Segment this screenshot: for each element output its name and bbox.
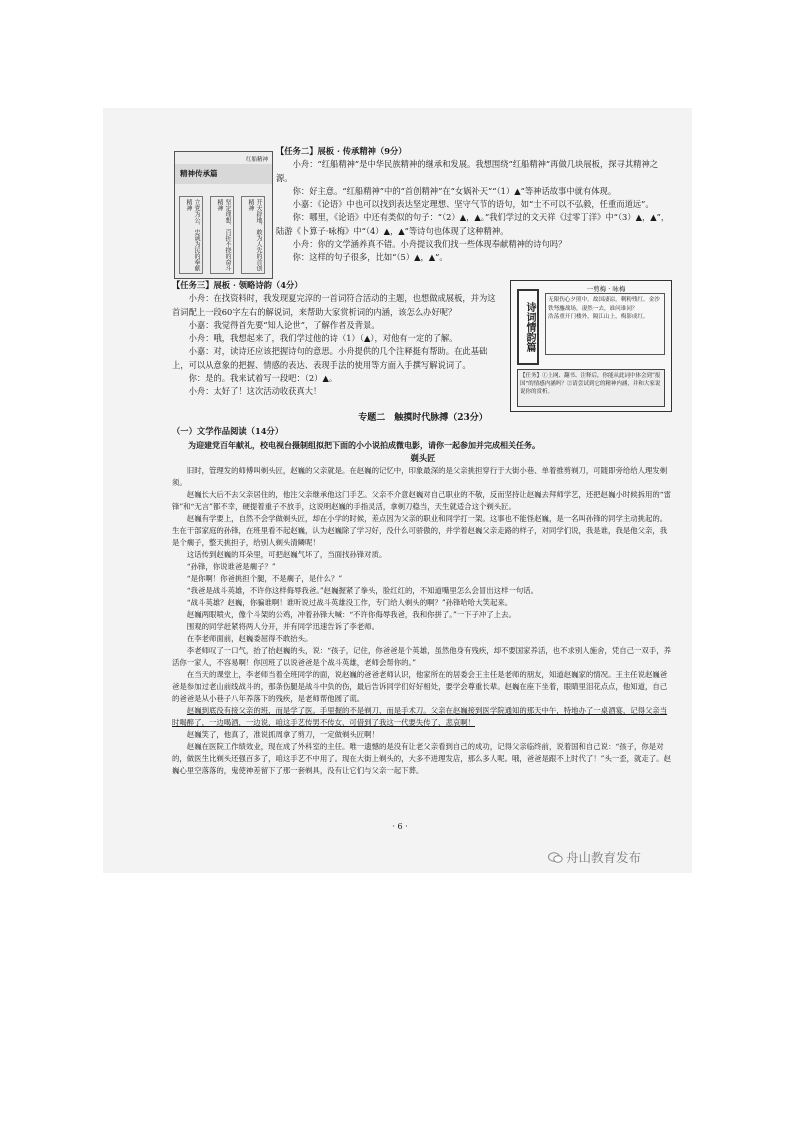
story-paragraph: “战斗英雄？赵巍，你骗谁啊！谁听说过战斗英雄没工作，专门给人剃头的啊？”孙锋哈哈大笑起来。	[186, 598, 513, 608]
story-paragraph: 围观的同学赶紧将两人分开，并有同学迅速告诉了李老师。	[186, 622, 379, 632]
story-paragraph: 赵巍长大后不去父亲居住的，他注父亲继承他这门手艺。父亲不介意赵巍对自己职业的不敬，反而坚持让赵巍去拜师学艺，还把赵巍小时候拆用的“雷锋”和“无言”都不幸，硬提着重子不放手，这说明赵巍的手指灵活，拿剃刀稳当，天生就适合这个剃头匠。	[172, 490, 671, 512]
task2-line: 小舟：你的文学涵养真不错。小舟提议我们找一些体现奉献精神的诗句吗？	[292, 239, 567, 250]
watermark	[548, 848, 641, 866]
story-body	[172, 465, 674, 777]
poem-task-note: 【任务】①上网、翻书、注释后，你能从此词中体会到“报国”的情感内涵吗？②请尝试到它的精神内涵，并和大家说说你的赏析。	[517, 369, 665, 407]
task3-line: 小舟：哦，我想起来了，我们学过他的诗（1）（▲），对他有一定的了解。	[188, 333, 458, 344]
panel-tag: 红船精神	[245, 157, 268, 163]
task3-line: 小舟：在找资料时，我发现夏完淳的一首词符合活动的主题，也想做成展板，并为这首词配上一段60字左右的解说词，来帮助大家赏析词的内涵，该怎么办好呢？	[172, 293, 496, 317]
poem-board-title: 诗词情韵篇	[517, 289, 539, 365]
panel-col-2: 坚定理想、百折不挠的奋斗精神	[210, 196, 234, 274]
story-title: 剃头匠	[410, 452, 436, 463]
story-paragraph: “是你啊！你爸挑担个腿，不是瘸子，是什么？”	[186, 574, 343, 584]
task3-title: 【任务三】展板 · 领略诗韵（4分）	[172, 280, 303, 290]
story-paragraph: 赵巍在医院工作绩效业，现在成了外科室的主任。唯一遗憾的是没有让老父亲看到自己的成功，记得父亲临终前，说着国和自己说：“孩子，你是对的，做医生比剃头还强百多了，咱这手艺不中用了。现在大街上剃头的，大多不进理发店，那么多人呢。哦，爸爸是跟不上时代了！”头一歪，就走了。赵巍心里空落落的，鬼使神差留下了那一套剃具，没有让它们与父亲一起下葬。	[172, 742, 671, 776]
section2-intro: 为迎建党百年献礼，校电视台摄制组拟把下面的小小说拍成微电影，请你一起参加并完成相关任务。	[188, 439, 540, 450]
task3-block	[172, 279, 502, 399]
exam-sheet	[124, 140, 676, 840]
story-paragraph: 旧时，管理发的师傅叫剃头匠，赵巍的父亲就是。在赵巍的记忆中，印象最深的是父亲挑担穿行于大街小巷、单着推剪剃刀，可随即旁给给人理发剃须。	[172, 466, 668, 488]
poem-title: 一剪梅 · 咏梅	[586, 285, 626, 293]
story-paragraph: 这话传到赵巍的耳朵里，可把赵巍气坏了，当面找孙锋对质。	[186, 550, 387, 560]
task2-line: 你：这样的句子很多，比如“（5）▲，▲”。	[292, 252, 448, 263]
section2-block	[172, 412, 674, 777]
task2-line: 小舟：“红船精神”是中华民族精神的继承和发展。我想围绕“红船精神”再做几块展板，探寻其精神之源。	[276, 159, 659, 183]
page-number: · 6 ·	[392, 822, 408, 831]
poem-board-image	[510, 280, 672, 412]
wechat-icon	[548, 852, 563, 863]
story-paragraph: 赵巍有学要上，自然不会学做剃头匠，却在小学的时候，差点因为父亲的职业和同学打一架。这事也不能怪赵巍，是一名叫孙锋的同学主动挑起的。生在干部家庭的孙锋，在班里看不起赵巍，认为赵巍除了学习好，没什么可骄傲的，并学着赵巍父亲走路的样子，对同学们说，我是谁，我是他父亲，我是个瘸子，整天挑担子，给别人剃头清鳞呢！	[172, 514, 668, 548]
task3-line: 你：是的。我来试着写一段吧：（2）▲。	[188, 373, 338, 384]
section2-title: 专题二 触摸时代脉搏（23分）	[358, 413, 488, 423]
story-paragraph: 赵巍笑了，他真了，准说抓周拿了剪刀，一定做剃头匠啊！	[186, 730, 379, 740]
panel-col-3: 开天辟地、敢为人先的首创精神	[241, 196, 265, 274]
section2-subtitle: （一）文学作品阅读（14分）	[172, 426, 284, 437]
spirit-panel-image	[174, 151, 273, 279]
task2-title: 【任务二】展板 · 传承精神（9分）	[276, 146, 407, 156]
story-paragraph: 赵巍两眼喷火，像个斗架的公鸡，冲着孙锋大喊：“不许你侮辱我爸，我和你拼了。”一下子冲了上去。	[186, 610, 516, 620]
panel-banner-text: 精神传承篇	[180, 169, 218, 178]
story-paragraph: 在当天的课堂上，李老师当着全班同学的面，说赵巍的爸爸老师认识，他家所在的居委会王主任是老师的朋友，知道赵巍家的情况。王主任说赵巍爸爸是参加过老山前线战斗的，那条伤腿是战斗中负的伤，最后告诉同学们好好相处，要学会尊重长辈。赵巍在座下坐着，眼睛里泪花点点，他知道，自己的爸爸是从小巷子八年养落下的残疾，是老师帮他圆了谎。	[172, 670, 668, 704]
story-paragraph: “我爸是战斗英雄，不许你这样侮辱我爸。”赵巍握紧了拳头，脸红红的，不知道嘴里怎么会冒出这样一句话。	[186, 586, 539, 596]
task2-line: 你：哪里，《论语》中还有类似的句子：“（2）▲，▲。”我们学过的文天祥《过零丁洋》中“（3）▲，▲”，陆游《卜算子·咏梅》中“（4）▲，▲”等诗句也体现了这种精神。	[276, 212, 670, 236]
watermark-text: 舟山教育发布	[566, 850, 642, 865]
task2-block	[276, 145, 674, 265]
task2-line: 小嘉：《论语》中也可以找到表达坚定理想、坚守气节的语句，如“士不可以不弘毅，任重而道远”。	[292, 199, 654, 210]
panel-col-1: 立党为公、忠诚为民的奉献精神	[179, 196, 203, 274]
story-paragraph: 在李老师面前，赵巍委屈得不敢抬头。	[186, 634, 313, 644]
story-paragraph: “孙锋，你说谁爸是瘸子？”	[186, 562, 276, 572]
story-paragraph: 李老师叹了一口气，抬了抬赵巍的头，说：“孩子，记住，你爸爸是个英雄，虽然他身有残疾，却不要国家养活，也不求别人施舍，凭自己一双手，养活你一家人，不容易啊！你回班了以说爸爸是个战斗英雄，老师会帮你的。”	[172, 646, 671, 668]
task3-line: 小嘉：对，读诗还应该把握诗句的意思。小舟提供的几个注释挺有帮助。在此基础上，可以从意象的把握、情感的表达、表现手法的使用等方面入手撰写解说词了。	[172, 346, 488, 370]
story-paragraph-underlined: 赵巍到底没有接父亲的班，而是学了医。手里握的不是剃刀，而是手术刀。父亲在赵巍接到医学院通知的那天中午，特地办了一桌酒宴，记得父亲当时喝醉了，一边喝酒，一边说，咱这手艺传男不传女，可借到了我这一代要失传了，悲哀啊！	[172, 706, 668, 728]
task2-line: 你：好主意。“红船精神”中的“首创精神”在“女娲补天”“（1）▲”等神话故事中就有体现。	[292, 185, 617, 196]
poem-text: 无限伤心夕照中。故国凄凉，剩粉残红。金沙铁弩鏖战场，凄然一去，谁问谁同？ 浩荡重开门楼外，隔江山上，梅影成红。	[545, 293, 665, 355]
task3-line: 小舟：太好了！这次活动收获真大！	[188, 386, 322, 397]
task3-line: 小嘉：我觉得首先要“知人论世”，了解作者及背景。	[188, 319, 380, 330]
